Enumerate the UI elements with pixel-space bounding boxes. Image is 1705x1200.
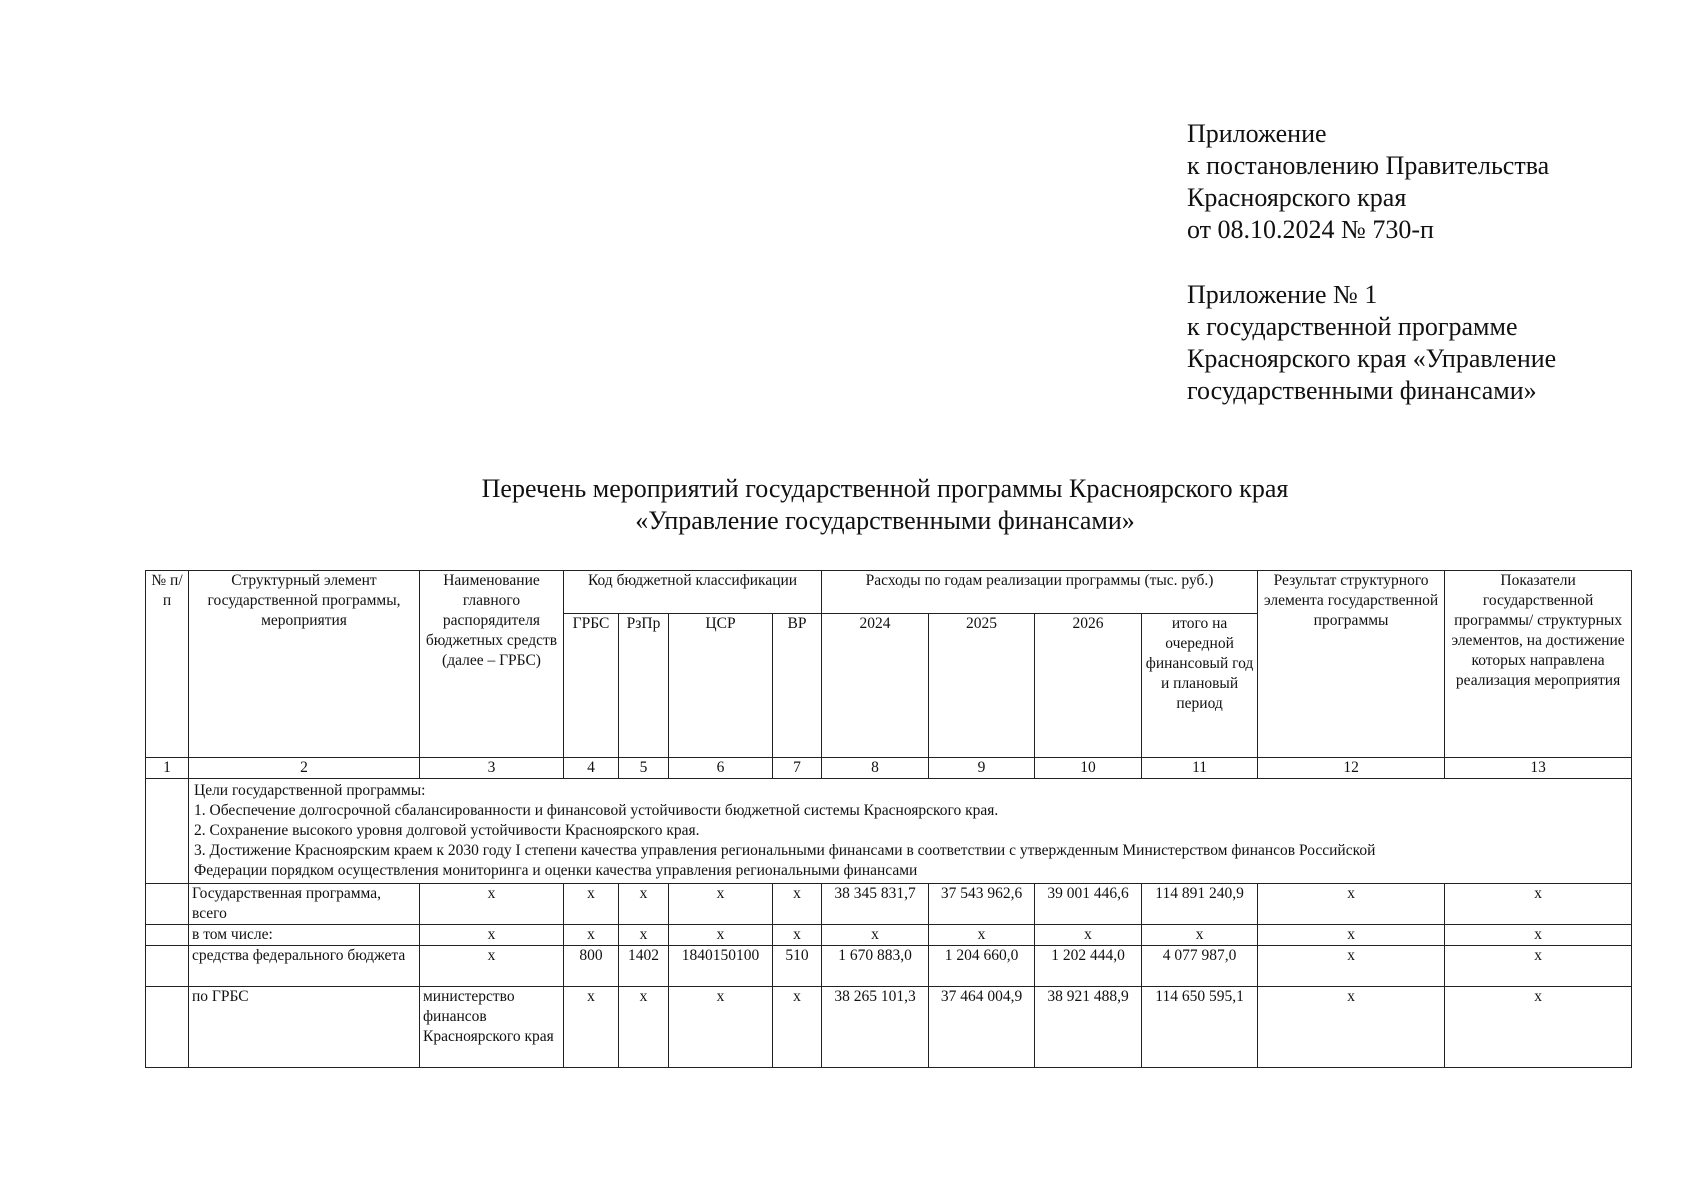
row-grbs-name: х [420,946,564,987]
row-csr: х [669,987,773,1068]
row-indicators: х [1445,925,1632,946]
table-row [146,987,1632,1068]
header-2026: 2026 [1035,614,1142,758]
row-grbs-name: х [420,884,564,925]
appendix-line: к постановлению Правительства [1187,151,1550,180]
appendix-line: Красноярского края «Управление [1187,344,1557,373]
header-csr: ЦСР [669,614,773,758]
header-2024: 2024 [822,614,929,758]
row-total: 4 077 987,0 [1142,946,1258,987]
title-line: «Управление государственными финансами» [635,506,1135,535]
goals-heading: Цели государственной программы: [194,782,426,799]
program-appendix-note [1187,279,1556,407]
row-num [146,946,189,987]
row-vr: х [773,925,822,946]
appendix-note [1187,118,1549,246]
row-total: 114 650 595,1 [1142,987,1258,1068]
row-element: по ГРБС [189,987,420,1068]
row-total: 114 891 240,9 [1142,884,1258,925]
row-csr: х [669,884,773,925]
row-indicators: х [1445,884,1632,925]
appendix-line: Приложение [1187,119,1327,148]
row-rzpr: х [619,987,669,1068]
header-expenses: Расходы по годам реализации программы (тыс. руб.) [822,571,1258,614]
goal-item: 3. Достижение Красноярским краем к 2030 году I степени качества управления региональными финансами в соответствии с утвержденным Министерством финансов Российской [194,842,1376,859]
row-result: х [1258,946,1445,987]
header-budget-code: Код бюджетной классификации [564,571,822,614]
row-grbs: х [564,925,619,946]
row-result: х [1258,925,1445,946]
table-row [146,884,1632,925]
header-element: Структурный элемент государственной программы, мероприятия [189,571,420,758]
column-number: 8 [822,758,929,779]
row-2026: 39 001 446,6 [1035,884,1142,925]
row-vr: х [773,987,822,1068]
row-num [146,925,189,946]
header-result: Результат структурного элемента государственной программы [1258,571,1445,758]
column-number: 6 [669,758,773,779]
column-number: 11 [1142,758,1258,779]
program-goals [189,779,1632,884]
goal-item: 2. Сохранение высокого уровня долговой устойчивости Красноярского края. [194,822,700,839]
appendix-line: к государственной программе [1187,312,1518,341]
row-csr: х [669,925,773,946]
row-grbs: 800 [564,946,619,987]
column-number: 7 [773,758,822,779]
row-total: х [1142,925,1258,946]
row-vr: х [773,884,822,925]
header-2025: 2025 [929,614,1035,758]
row-2024: х [822,925,929,946]
column-number: 4 [564,758,619,779]
table-row [146,946,1632,987]
header-grbs-name: Наименование главного распорядителя бюджетных средств (далее – ГРБС) [420,571,564,758]
row-csr: 1840150100 [669,946,773,987]
row-2025: 1 204 660,0 [929,946,1035,987]
row-2025: 37 464 004,9 [929,987,1035,1068]
header-indicators: Показатели государственной программы/ структурных элементов, на достижение которых направлена реализация мероприятия [1445,571,1632,758]
row-2026: х [1035,925,1142,946]
row-2025: х [929,925,1035,946]
row-result: х [1258,884,1445,925]
row-2026: 1 202 444,0 [1035,946,1142,987]
activities-table [145,570,1632,1068]
column-number: 12 [1258,758,1445,779]
row-num [146,884,189,925]
row-element: Государственная программа, всего [189,884,420,925]
appendix-line: Приложение № 1 [1187,280,1378,309]
document-title [0,473,1705,537]
row-2024: 38 345 831,7 [822,884,929,925]
column-number: 3 [420,758,564,779]
header-num: № п/п [146,571,189,758]
column-number: 1 [146,758,189,779]
goal-item: Федерации порядком осуществления мониторинга и оценки качества управления региональными финансами [194,862,918,879]
row-result: х [1258,987,1445,1068]
row-2024: 38 265 101,3 [822,987,929,1068]
header-grbs: ГРБС [564,614,619,758]
column-number: 5 [619,758,669,779]
column-number: 10 [1035,758,1142,779]
column-number: 13 [1445,758,1632,779]
row-vr: 510 [773,946,822,987]
goal-item: 1. Обеспечение долгосрочной сбалансированности и финансовой устойчивости бюджетной системы Красноярского края. [194,802,999,819]
row-element: в том числе: [189,925,420,946]
table-row [146,925,1632,946]
row-grbs: х [564,884,619,925]
column-number: 9 [929,758,1035,779]
header-vr: ВР [773,614,822,758]
header-rzpr: РзПр [619,614,669,758]
title-line: Перечень мероприятий государственной программы Красноярского края [481,474,1289,503]
row-grbs-name: х [420,925,564,946]
header-row [146,571,1632,614]
row-2024: 1 670 883,0 [822,946,929,987]
row-indicators: х [1445,946,1632,987]
goals-row [146,779,1632,884]
column-number: 2 [189,758,420,779]
row-rzpr: х [619,925,669,946]
row-num [146,987,189,1068]
row-2025: 37 543 962,6 [929,884,1035,925]
appendix-line: государственными финансами» [1187,376,1537,405]
table-cell [146,779,189,884]
appendix-line: от 08.10.2024 № 730-п [1187,215,1434,244]
row-rzpr: х [619,884,669,925]
header-total: итого на очередной финансовый год и плановый период [1142,614,1258,758]
appendix-line: Красноярского края [1187,183,1407,212]
row-indicators: х [1445,987,1632,1068]
row-grbs: х [564,987,619,1068]
column-numbers-row [146,758,1632,779]
row-2026: 38 921 488,9 [1035,987,1142,1068]
row-element: средства федерального бюджета [189,946,420,987]
row-grbs-name: министерство финансов Красноярского края [420,987,564,1068]
row-rzpr: 1402 [619,946,669,987]
